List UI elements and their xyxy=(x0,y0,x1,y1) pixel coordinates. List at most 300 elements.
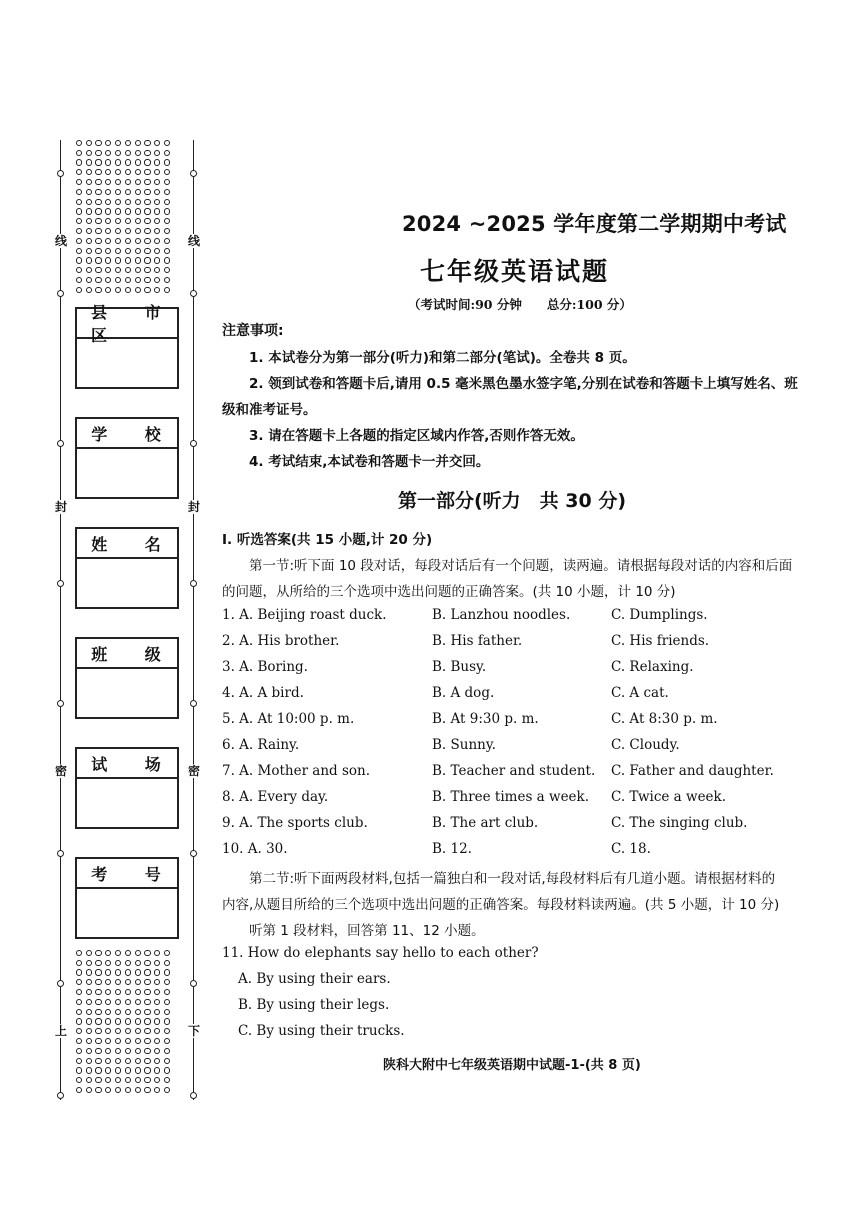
binding-dot xyxy=(164,1087,170,1093)
binding-label-top-right: 线 xyxy=(187,234,200,248)
binding-dot xyxy=(164,189,170,195)
binding-dot xyxy=(95,1058,101,1064)
binding-dot xyxy=(154,199,160,205)
binding-circle xyxy=(190,980,197,987)
binding-dot xyxy=(144,960,150,966)
binding-dot xyxy=(125,989,131,995)
binding-dot xyxy=(115,169,121,175)
binding-dot xyxy=(95,989,101,995)
binding-dot xyxy=(95,159,101,165)
question-10-option-c: C. 18. xyxy=(611,841,651,857)
binding-dot xyxy=(115,999,121,1005)
question-1-option-c: C. Dumplings. xyxy=(611,607,708,623)
info-box-field[interactable] xyxy=(77,339,177,387)
binding-dot xyxy=(105,150,111,156)
info-box-field[interactable] xyxy=(77,779,177,827)
question-2-option-c: C. His friends. xyxy=(611,633,710,649)
binding-dot xyxy=(105,218,111,224)
binding-dot xyxy=(144,140,150,146)
binding-dot xyxy=(135,248,141,254)
binding-dot xyxy=(105,179,111,185)
binding-dot xyxy=(115,228,121,234)
binding-dot xyxy=(125,208,131,214)
question-1-option-a: 1. A. Beijing roast duck. xyxy=(222,607,387,623)
binding-dot xyxy=(95,199,101,205)
material-instruction: 听第 1 段材料，回答第 11、12 小题。 xyxy=(249,923,485,939)
question-6-option-b: B. Sunny. xyxy=(432,737,496,753)
binding-dot xyxy=(154,1048,160,1054)
binding-dot xyxy=(76,179,82,185)
option-b: B. By using their legs. xyxy=(238,997,390,1013)
question-7-option-c: C. Father and daughter. xyxy=(611,763,774,779)
binding-dot xyxy=(95,248,101,254)
binding-dot xyxy=(95,238,101,244)
binding-dot xyxy=(76,199,82,205)
notice-heading: 注意事项: xyxy=(222,323,284,339)
binding-dot xyxy=(164,999,170,1005)
info-box-label: 考 号 xyxy=(77,859,177,889)
binding-dot xyxy=(135,179,141,185)
binding-dot xyxy=(115,969,121,975)
binding-dot xyxy=(135,1077,141,1083)
binding-dot xyxy=(154,248,160,254)
binding-dot xyxy=(86,1009,92,1015)
binding-dot xyxy=(154,277,160,283)
question-5-option-a: 5. A. At 10:00 p. m. xyxy=(222,711,355,727)
binding-dot xyxy=(135,140,141,146)
binding-dot xyxy=(76,950,82,956)
binding-dot xyxy=(76,1018,82,1024)
question-8-option-a: 8. A. Every day. xyxy=(222,789,329,805)
question-10-option-a: 10. A. 30. xyxy=(222,841,288,857)
binding-dot xyxy=(95,960,101,966)
question-8-option-b: B. Three times a week. xyxy=(432,789,590,805)
binding-dot xyxy=(105,1038,111,1044)
binding-dot xyxy=(125,218,131,224)
binding-dot xyxy=(154,140,160,146)
binding-dot xyxy=(135,1058,141,1064)
binding-dot xyxy=(125,169,131,175)
binding-dot xyxy=(125,199,131,205)
binding-dot xyxy=(86,989,92,995)
binding-dot xyxy=(144,1077,150,1083)
info-box-field[interactable] xyxy=(77,559,177,607)
binding-dot xyxy=(105,140,111,146)
question-5-option-c: C. At 8:30 p. m. xyxy=(611,711,718,727)
binding-dot xyxy=(135,238,141,244)
binding-dot xyxy=(105,208,111,214)
binding-dot xyxy=(76,989,82,995)
binding-dot xyxy=(144,257,150,263)
binding-dot xyxy=(144,999,150,1005)
subject-title: 七年级英语试题 xyxy=(420,257,610,286)
binding-dot xyxy=(154,1058,160,1064)
binding-dot xyxy=(164,267,170,273)
binding-dot xyxy=(125,1048,131,1054)
binding-dot xyxy=(86,1018,92,1024)
binding-dot xyxy=(135,287,141,293)
binding-dot xyxy=(76,218,82,224)
binding-dot xyxy=(115,208,121,214)
question-3-option-a: 3. A. Boring. xyxy=(222,659,308,675)
question-8-option-c: C. Twice a week. xyxy=(611,789,727,805)
binding-dot xyxy=(144,208,150,214)
binding-dot xyxy=(76,1087,82,1093)
binding-dot xyxy=(86,248,92,254)
binding-label-bottom-right: 下 xyxy=(187,1024,200,1038)
binding-dot xyxy=(135,950,141,956)
binding-dot xyxy=(135,979,141,985)
binding-circle xyxy=(190,850,197,857)
binding-dot xyxy=(95,999,101,1005)
section-heading: Ⅰ. 听选答案(共 15 小题,计 20 分) xyxy=(222,532,433,548)
binding-dot xyxy=(154,218,160,224)
binding-dot xyxy=(76,248,82,254)
binding-dot xyxy=(86,1048,92,1054)
binding-dot xyxy=(76,228,82,234)
binding-dot xyxy=(115,267,121,273)
binding-dot xyxy=(105,979,111,985)
question-9-option-b: B. The art club. xyxy=(432,815,539,831)
binding-dot xyxy=(105,248,111,254)
binding-dot xyxy=(86,1077,92,1083)
question-10-option-b: B. 12. xyxy=(432,841,472,857)
binding-dot xyxy=(86,189,92,195)
binding-dot xyxy=(115,140,121,146)
binding-dot xyxy=(135,208,141,214)
binding-dot xyxy=(86,969,92,975)
binding-dot xyxy=(95,277,101,283)
binding-dot xyxy=(125,1058,131,1064)
question-1-option-b: B. Lanzhou noodles. xyxy=(432,607,571,623)
binding-dot xyxy=(164,179,170,185)
binding-dot xyxy=(135,218,141,224)
binding-dot xyxy=(164,238,170,244)
notice-item: 4. 考试结束,本试卷和答题卡一并交回。 xyxy=(249,454,490,470)
binding-dot xyxy=(154,228,160,234)
binding-dot xyxy=(86,999,92,1005)
binding-dot xyxy=(154,969,160,975)
binding-dot xyxy=(135,1009,141,1015)
binding-label-bottom-left: 上 xyxy=(54,1024,67,1038)
binding-dot xyxy=(125,159,131,165)
binding-dot xyxy=(144,228,150,234)
binding-circle xyxy=(190,440,197,447)
binding-dot xyxy=(105,277,111,283)
binding-dot xyxy=(115,1067,121,1073)
binding-dot xyxy=(135,199,141,205)
binding-dot xyxy=(125,1018,131,1024)
binding-dot xyxy=(144,1067,150,1073)
binding-dot xyxy=(154,1028,160,1034)
binding-dot xyxy=(76,238,82,244)
binding-label-mid-right: 封 xyxy=(187,500,200,514)
binding-dot xyxy=(76,1067,82,1073)
binding-dot xyxy=(144,1058,150,1064)
binding-dot xyxy=(135,257,141,263)
binding-dot xyxy=(144,950,150,956)
binding-dot xyxy=(164,1077,170,1083)
binding-dot xyxy=(144,199,150,205)
binding-dot xyxy=(154,169,160,175)
binding-dot xyxy=(105,950,111,956)
binding-dot xyxy=(76,1058,82,1064)
binding-dot xyxy=(154,950,160,956)
binding-dot xyxy=(144,159,150,165)
binding-dot xyxy=(105,1048,111,1054)
info-box-field[interactable] xyxy=(77,889,177,937)
info-box-field[interactable] xyxy=(77,449,177,497)
binding-dot xyxy=(105,1009,111,1015)
binding-dot xyxy=(105,989,111,995)
binding-dot xyxy=(125,140,131,146)
question-7-option-b: B. Teacher and student. xyxy=(432,763,596,779)
binding-dot xyxy=(105,257,111,263)
binding-dot xyxy=(125,287,131,293)
binding-dot xyxy=(115,159,121,165)
binding-dot xyxy=(154,208,160,214)
binding-dot xyxy=(105,1058,111,1064)
binding-dot xyxy=(144,1028,150,1034)
binding-dot xyxy=(95,969,101,975)
binding-dot xyxy=(164,208,170,214)
binding-dot xyxy=(164,150,170,156)
binding-dot xyxy=(125,960,131,966)
binding-circle xyxy=(190,580,197,587)
binding-dot xyxy=(115,248,121,254)
binding-dot xyxy=(95,218,101,224)
binding-dot xyxy=(135,1087,141,1093)
binding-dot xyxy=(86,960,92,966)
binding-dot xyxy=(154,238,160,244)
binding-dot xyxy=(144,277,150,283)
binding-dot xyxy=(86,150,92,156)
binding-dot xyxy=(86,1028,92,1034)
question-6-option-c: C. Cloudy. xyxy=(611,737,680,753)
binding-dot xyxy=(135,999,141,1005)
binding-dot xyxy=(154,189,160,195)
question-4-option-b: B. A dog. xyxy=(432,685,495,701)
info-box-label: 班 级 xyxy=(77,639,177,669)
binding-dot xyxy=(144,287,150,293)
binding-circle xyxy=(57,580,64,587)
binding-dot xyxy=(154,1087,160,1093)
binding-dot xyxy=(76,277,82,283)
binding-dot xyxy=(164,257,170,263)
binding-dot xyxy=(154,1038,160,1044)
binding-dot xyxy=(95,257,101,263)
binding-dot xyxy=(105,169,111,175)
binding-dot xyxy=(86,228,92,234)
binding-dot xyxy=(164,1038,170,1044)
binding-dot xyxy=(76,1048,82,1054)
binding-dot xyxy=(154,979,160,985)
binding-dot xyxy=(144,248,150,254)
binding-dot xyxy=(154,1018,160,1024)
binding-dot xyxy=(105,1067,111,1073)
binding-dot xyxy=(86,140,92,146)
binding-dot xyxy=(154,179,160,185)
binding-dot xyxy=(164,969,170,975)
binding-dot xyxy=(154,989,160,995)
binding-dot xyxy=(105,287,111,293)
binding-dot xyxy=(125,277,131,283)
binding-dot xyxy=(154,1009,160,1015)
section2-instruction: 第二节:听下面两段材料,包括一篇独白和一段对话,每段材料后有几道小题。请根据材料的 xyxy=(249,871,776,887)
binding-dot xyxy=(164,228,170,234)
binding-dot xyxy=(144,179,150,185)
binding-label-mid-left: 封 xyxy=(54,500,67,514)
binding-dot xyxy=(115,287,121,293)
binding-dot xyxy=(76,979,82,985)
binding-dot xyxy=(86,179,92,185)
binding-dot xyxy=(115,950,121,956)
binding-dot xyxy=(86,979,92,985)
dot-pattern-top xyxy=(74,138,172,295)
binding-dot xyxy=(125,257,131,263)
binding-dot xyxy=(125,267,131,273)
binding-dot xyxy=(125,228,131,234)
binding-dot xyxy=(144,238,150,244)
binding-dot xyxy=(135,267,141,273)
question-4-option-c: C. A cat. xyxy=(611,685,669,701)
question-5-option-b: B. At 9:30 p. m. xyxy=(432,711,539,727)
binding-circle xyxy=(190,170,197,177)
binding-line-left xyxy=(60,140,61,1100)
binding-dot xyxy=(164,140,170,146)
binding-dot xyxy=(95,950,101,956)
binding-dot xyxy=(135,169,141,175)
binding-dot xyxy=(95,189,101,195)
binding-dot xyxy=(86,1067,92,1073)
binding-dot xyxy=(135,1028,141,1034)
binding-dot xyxy=(86,169,92,175)
binding-dot xyxy=(105,969,111,975)
binding-dot xyxy=(135,1038,141,1044)
binding-dot xyxy=(115,189,121,195)
binding-dot xyxy=(144,1018,150,1024)
binding-dot xyxy=(95,140,101,146)
binding-dot xyxy=(95,179,101,185)
dot-pattern-bottom xyxy=(74,948,172,1095)
binding-dot xyxy=(115,238,121,244)
binding-label-top-left: 线 xyxy=(54,234,67,248)
binding-dot xyxy=(86,277,92,283)
binding-dot xyxy=(105,1018,111,1024)
binding-dot xyxy=(154,960,160,966)
page-footer: 陕科大附中七年级英语期中试题-1-(共 8 页) xyxy=(383,1058,641,1073)
info-box-school xyxy=(75,417,179,499)
binding-dot xyxy=(154,257,160,263)
binding-dot xyxy=(164,277,170,283)
binding-dot xyxy=(164,1028,170,1034)
binding-dot xyxy=(86,199,92,205)
binding-dot xyxy=(115,150,121,156)
question-stem: 11. How do elephants say hello to each other? xyxy=(222,945,539,961)
binding-dot xyxy=(76,208,82,214)
question-4-option-a: 4. A. A bird. xyxy=(222,685,304,701)
binding-dot xyxy=(76,267,82,273)
binding-dot xyxy=(144,1048,150,1054)
question-9-option-a: 9. A. The sports club. xyxy=(222,815,368,831)
binding-dot xyxy=(135,989,141,995)
binding-dot xyxy=(144,150,150,156)
binding-dot xyxy=(86,1038,92,1044)
binding-dot xyxy=(144,169,150,175)
binding-dot xyxy=(164,950,170,956)
binding-dot xyxy=(105,267,111,273)
binding-dot xyxy=(76,257,82,263)
binding-dot xyxy=(154,1067,160,1073)
binding-dot xyxy=(164,248,170,254)
binding-dot xyxy=(164,1048,170,1054)
binding-dot xyxy=(76,960,82,966)
binding-circle xyxy=(57,170,64,177)
binding-dot xyxy=(115,960,121,966)
binding-dot xyxy=(95,1038,101,1044)
binding-dot xyxy=(164,159,170,165)
binding-circle xyxy=(57,980,64,987)
binding-dot xyxy=(95,228,101,234)
binding-dot xyxy=(135,969,141,975)
question-3-option-c: C. Relaxing. xyxy=(611,659,694,675)
binding-dot xyxy=(135,159,141,165)
binding-dot xyxy=(164,1067,170,1073)
binding-dot xyxy=(135,277,141,283)
binding-dot xyxy=(115,1028,121,1034)
binding-dot xyxy=(115,1009,121,1015)
binding-dot xyxy=(154,287,160,293)
binding-dot xyxy=(95,1048,101,1054)
binding-dot xyxy=(115,179,121,185)
section1-instruction: 第一节:听下面 10 段对话，每段对话后有一个问题，读两遍。请根据每段对话的内容和后面 xyxy=(249,558,793,574)
binding-circle xyxy=(57,290,64,297)
binding-dot xyxy=(105,238,111,244)
binding-dot xyxy=(125,248,131,254)
binding-dot xyxy=(135,228,141,234)
question-3-option-b: B. Busy. xyxy=(432,659,487,675)
binding-circle xyxy=(57,440,64,447)
notice-item-cont: 级和准考证号。 xyxy=(222,402,317,418)
section2-instruction: 内容,从题目所给的三个选项中选出问题的正确答案。每段材料读两遍。(共 5 小题，计 10 分) xyxy=(222,897,780,913)
binding-dot xyxy=(135,960,141,966)
binding-circle xyxy=(190,700,197,707)
binding-dot xyxy=(125,179,131,185)
binding-dot xyxy=(125,150,131,156)
binding-dot xyxy=(76,159,82,165)
binding-dot xyxy=(144,979,150,985)
binding-label-low-left: 密 xyxy=(54,764,67,778)
binding-dot xyxy=(95,1028,101,1034)
info-box-field[interactable] xyxy=(77,669,177,717)
binding-dot xyxy=(86,1058,92,1064)
part1-title: 第一部分(听力 共 30 分) xyxy=(398,490,627,512)
binding-dot xyxy=(154,1077,160,1083)
binding-dot xyxy=(164,199,170,205)
binding-dot xyxy=(86,950,92,956)
binding-dot xyxy=(144,218,150,224)
binding-dot xyxy=(76,999,82,1005)
binding-dot xyxy=(135,1067,141,1073)
binding-dot xyxy=(144,969,150,975)
binding-dot xyxy=(95,979,101,985)
binding-dot xyxy=(115,1038,121,1044)
binding-dot xyxy=(144,1087,150,1093)
binding-dot xyxy=(115,1058,121,1064)
binding-dot xyxy=(115,1018,121,1024)
binding-dot xyxy=(125,238,131,244)
binding-dot xyxy=(115,277,121,283)
